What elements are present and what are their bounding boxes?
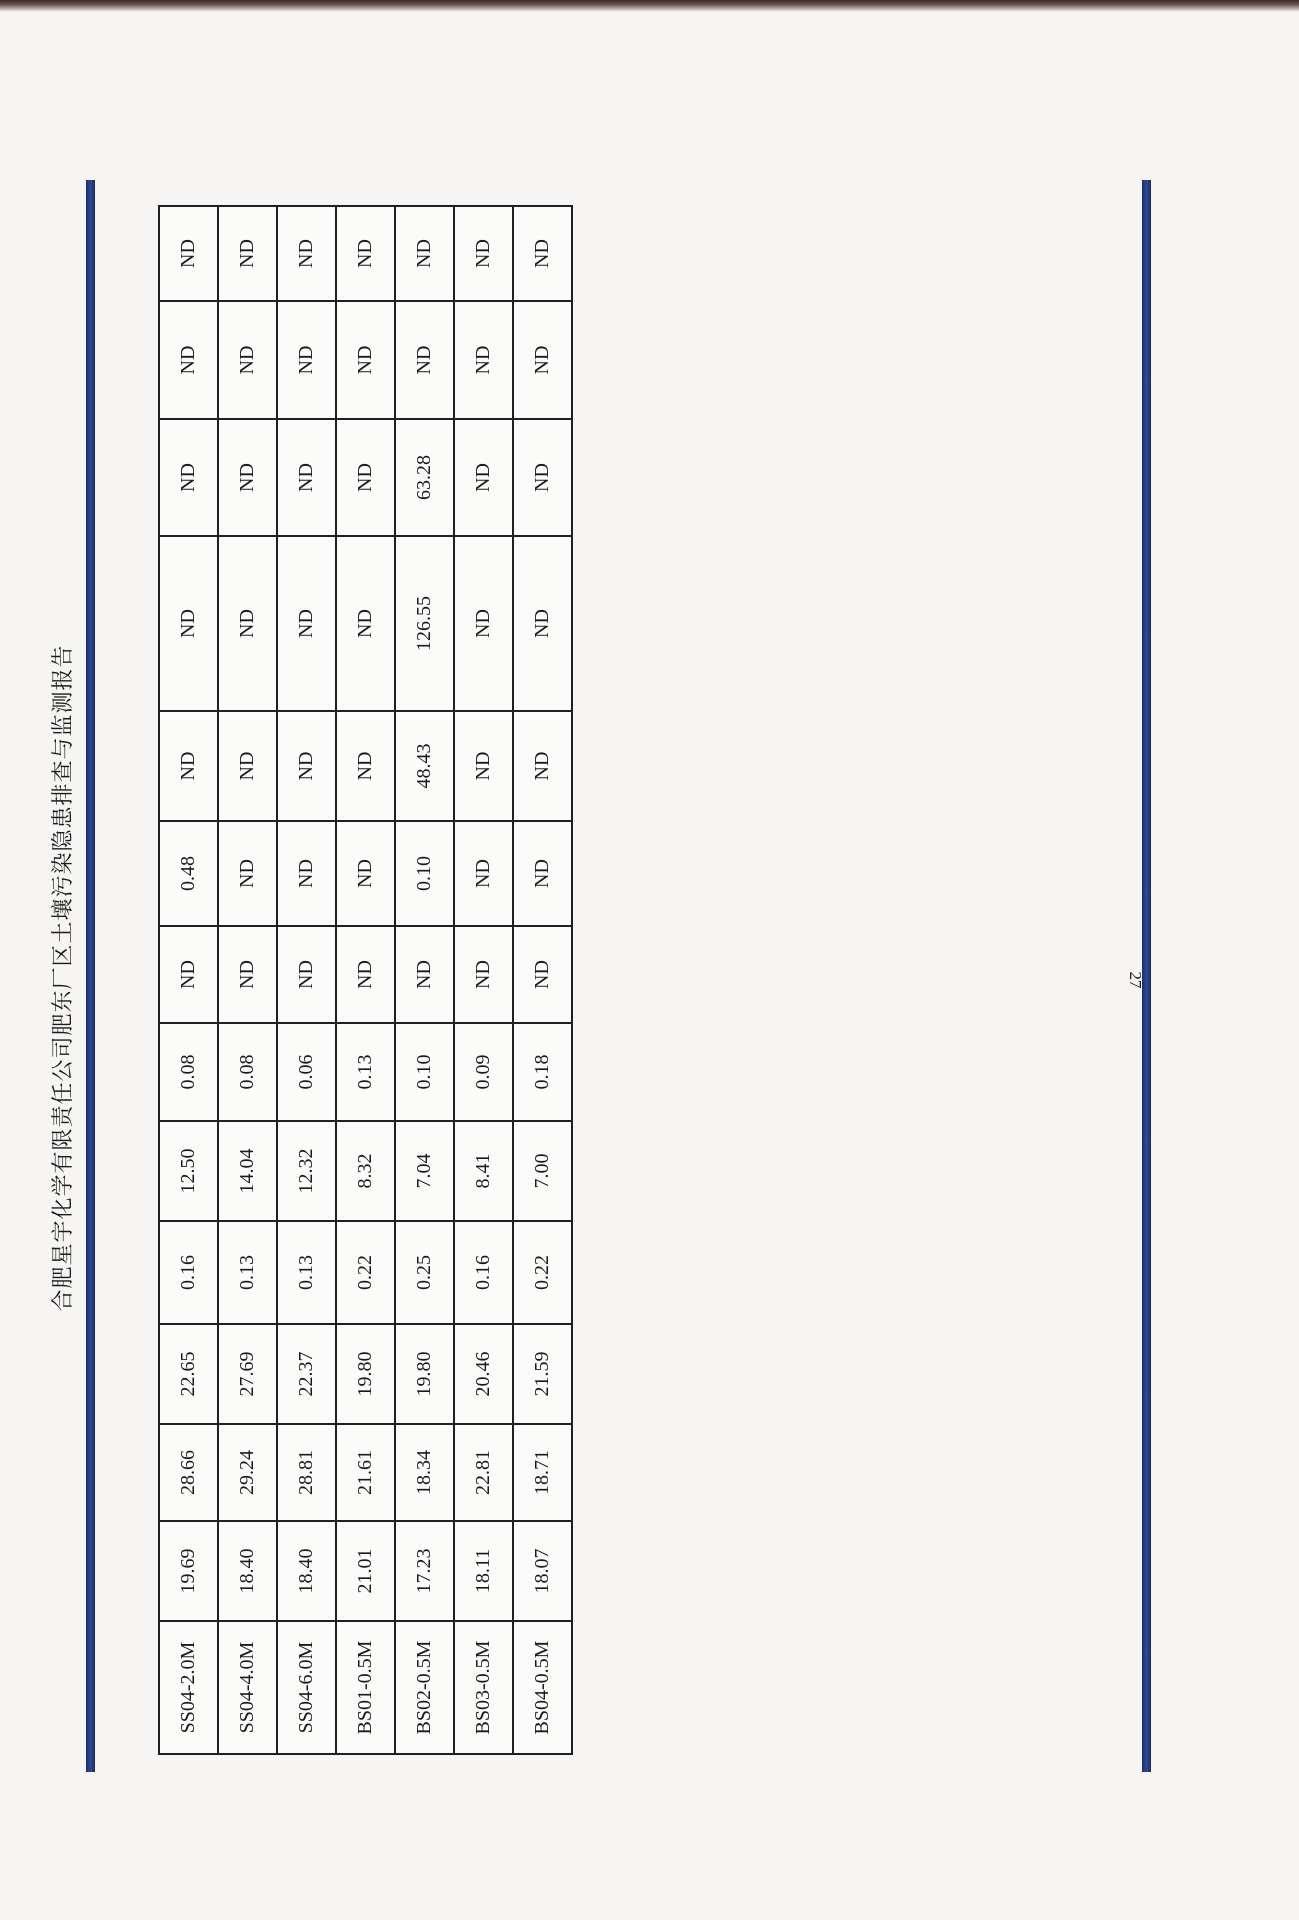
table-cell: 12.32 [277, 1121, 336, 1221]
table-cell: 0.16 [454, 1221, 513, 1324]
table-row [513, 206, 572, 1754]
table-cell: 19.80 [395, 1324, 454, 1424]
table-cell: 63.28 [395, 419, 454, 536]
table-cell: ND [218, 301, 277, 419]
table-cell: 0.48 [159, 821, 218, 926]
table-cell: 8.41 [454, 1121, 513, 1221]
table-cell: 126.55 [395, 536, 454, 711]
table-cell: ND [159, 206, 218, 301]
table-cell: ND [159, 711, 218, 821]
table-cell: 48.43 [395, 711, 454, 821]
table-cell: ND [277, 301, 336, 419]
table-cell: 28.81 [277, 1424, 336, 1521]
table-cell: 17.23 [395, 1521, 454, 1621]
table-cell: 12.50 [159, 1121, 218, 1221]
table-row [277, 206, 336, 1754]
table-cell: 22.37 [277, 1324, 336, 1424]
table-cell: 22.81 [454, 1424, 513, 1521]
table-cell: ND [454, 206, 513, 301]
page-number: 27 [1126, 971, 1145, 989]
table-cell: 19.80 [336, 1324, 395, 1424]
table-cell: 19.69 [159, 1521, 218, 1621]
table-cell: 18.07 [513, 1521, 572, 1621]
table-cell: ND [336, 206, 395, 301]
table-cell: ND [513, 821, 572, 926]
table-cell: 14.04 [218, 1121, 277, 1221]
table-cell: ND [277, 536, 336, 711]
table-cell: 18.11 [454, 1521, 513, 1621]
table-cell: ND [513, 711, 572, 821]
table-cell: ND [454, 536, 513, 711]
table-cell: 21.59 [513, 1324, 572, 1424]
table-cell: ND [513, 419, 572, 536]
table-row [336, 206, 395, 1754]
table-cell: ND [218, 419, 277, 536]
table-row [218, 206, 277, 1754]
soil-results-table [158, 205, 573, 1755]
table-cell: 20.46 [454, 1324, 513, 1424]
table-cell: 29.24 [218, 1424, 277, 1521]
table-cell: ND [336, 926, 395, 1023]
sample-id-cell: SS04-2.0M [159, 1621, 218, 1754]
table-cell: ND [277, 711, 336, 821]
table-cell: ND [277, 206, 336, 301]
table-cell: ND [513, 536, 572, 711]
table-cell: ND [454, 926, 513, 1023]
table-cell: ND [454, 711, 513, 821]
table-cell: 8.32 [336, 1121, 395, 1221]
table-row [395, 206, 454, 1754]
table-cell: 18.34 [395, 1424, 454, 1521]
table-cell: 0.13 [336, 1023, 395, 1121]
table-cell: 22.65 [159, 1324, 218, 1424]
sample-id-cell: SS04-6.0M [277, 1621, 336, 1754]
table-cell: ND [159, 536, 218, 711]
table-cell: 0.10 [395, 1023, 454, 1121]
table-cell: 0.25 [395, 1221, 454, 1324]
table-cell: ND [218, 206, 277, 301]
table-cell: ND [277, 926, 336, 1023]
table-cell: 0.08 [218, 1023, 277, 1121]
table-cell: ND [454, 419, 513, 536]
sample-id-cell: BS02-0.5M [395, 1621, 454, 1754]
table-cell: ND [513, 926, 572, 1023]
table-cell: ND [454, 821, 513, 926]
table-cell: 21.01 [336, 1521, 395, 1621]
sample-id-cell: BS01-0.5M [336, 1621, 395, 1754]
table-row [454, 206, 513, 1754]
table-cell: 0.18 [513, 1023, 572, 1121]
sample-id-cell: BS04-0.5M [513, 1621, 572, 1754]
table-cell: ND [336, 821, 395, 926]
table-cell: ND [218, 711, 277, 821]
table-cell: 0.22 [336, 1221, 395, 1324]
report-header-title: 合肥星宇化学有限责任公司肥东厂区土壤污染隐患排查与监测报告 [50, 644, 75, 1312]
table-cell: ND [159, 419, 218, 536]
page-top-edge [0, 0, 1299, 12]
table-cell: 0.13 [218, 1221, 277, 1324]
sample-id-cell: BS03-0.5M [454, 1621, 513, 1754]
table-cell: ND [395, 206, 454, 301]
table-cell: 0.13 [277, 1221, 336, 1324]
table-cell: 28.66 [159, 1424, 218, 1521]
table-cell: ND [395, 301, 454, 419]
table-cell: 0.06 [277, 1023, 336, 1121]
left-header-rule [86, 180, 95, 1772]
table-cell: ND [454, 301, 513, 419]
table-cell: 7.00 [513, 1121, 572, 1221]
table-cell: ND [513, 301, 572, 419]
table-cell: ND [395, 926, 454, 1023]
table-cell: 0.09 [454, 1023, 513, 1121]
table-cell: ND [159, 301, 218, 419]
table-row [159, 206, 218, 1754]
table-cell: 18.40 [218, 1521, 277, 1621]
table-cell: 21.61 [336, 1424, 395, 1521]
table-cell: ND [218, 926, 277, 1023]
table-cell: 0.10 [395, 821, 454, 926]
table-cell: 18.40 [277, 1521, 336, 1621]
sample-id-cell: SS04-4.0M [218, 1621, 277, 1754]
table-cell: ND [336, 536, 395, 711]
results-table-container [158, 207, 1299, 1735]
table-cell: 27.69 [218, 1324, 277, 1424]
table-cell: 18.71 [513, 1424, 572, 1521]
table-cell: ND [513, 206, 572, 301]
table-cell: 7.04 [395, 1121, 454, 1221]
table-cell: 0.08 [159, 1023, 218, 1121]
table-cell: ND [218, 536, 277, 711]
table-cell: 0.22 [513, 1221, 572, 1324]
table-cell: ND [277, 821, 336, 926]
table-cell: 0.16 [159, 1221, 218, 1324]
table-cell: ND [336, 301, 395, 419]
table-cell: ND [159, 926, 218, 1023]
table-cell: ND [336, 711, 395, 821]
table-cell: ND [277, 419, 336, 536]
table-cell: ND [336, 419, 395, 536]
table-cell: ND [218, 821, 277, 926]
